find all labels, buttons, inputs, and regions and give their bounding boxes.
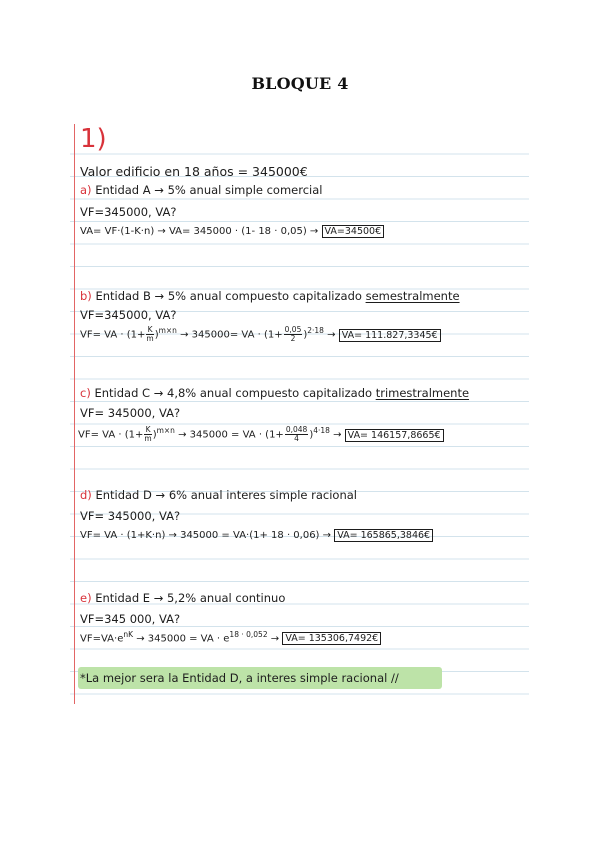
section-b-heading (80, 289, 460, 303)
section-c-exponent-1: m×n (156, 426, 175, 436)
section-b-fraction-1: $\frac{K}{m}$ (146, 325, 154, 343)
section-b-formula-line: VF= VA · (1+ $\frac{K}{m}$ )$^{m\times n}$ → 345000= VA · (1+ $\frac{0,05}{2}$ )$^{2\cdot 18}$ → VA= 111.827,3345€ (80, 326, 441, 343)
problem-number: 1) (80, 124, 107, 154)
section-d-vf: VF= 345000, VA? (80, 509, 181, 523)
section-e-formula-1: VF=VA·e (80, 633, 124, 645)
section-b-exponent-2: 2·18 (307, 326, 324, 336)
section-a-heading (80, 183, 323, 197)
section-c-heading (80, 386, 469, 400)
section-b-fraction-2: $\frac{0,05}{2}$ (284, 325, 302, 343)
section-e-result: VA= 135306,7492€ (282, 632, 381, 645)
section-d-label: d) (80, 488, 92, 502)
section-b-exponent-1: m×n (158, 326, 177, 336)
section-d-desc: Entidad D → 6% anual interes simple racional (95, 488, 357, 502)
conclusion-text: *La mejor sera la Entidad D, a interes simple racional // (80, 671, 399, 685)
section-c-result: VA= 146157,8665€ (345, 429, 444, 442)
section-e-desc: Entidad E → 5,2% anual continuo (95, 591, 286, 605)
section-e-formula-2: → 345000 = VA · e (136, 633, 230, 645)
section-a-desc: Entidad A → 5% anual simple comercial (95, 183, 323, 197)
section-b-desc: Entidad B → 5% anual compuesto capitalizado (95, 289, 362, 303)
section-c-vf: VF= 345000, VA? (80, 406, 181, 420)
margin-line (74, 124, 75, 704)
section-e-exponent-2: 18 · 0,052 (229, 630, 268, 639)
section-e-heading (80, 591, 285, 605)
section-b-label: b) (80, 289, 92, 303)
section-d-formula-line (80, 530, 433, 541)
section-c-desc-underlined: trimestralmente (375, 386, 470, 400)
section-c-desc: Entidad C → 4,8% anual compuesto capitalizado (94, 386, 373, 400)
section-a-result: VA=34500€ (322, 225, 385, 238)
section-c-formula-line: VF= VA · (1+ $\frac{K}{m}$ )$^{m\times n}$ → 345000 = VA · (1+ $\frac{0,048}{4}$ )$^{4\cdot 18}$ → VA= 146157,8665€ (78, 426, 444, 443)
section-a-formula-line (80, 226, 384, 237)
section-a-label: a) (80, 183, 92, 197)
section-c-exponent-2: 4·18 (313, 426, 330, 436)
intro-line: Valor edificio en 18 años = 345000€ (80, 164, 308, 179)
section-e-formula-line: $VF=VA\cdot e^{nK} \to 345000$ = VA · $e^{18 \cdot 0,052} \to VA=$ 135306,7492€ (80, 630, 381, 644)
section-c-fraction-1: $\frac{K}{m}$ (144, 425, 152, 443)
section-b-vf: VF=345000, VA? (80, 308, 177, 322)
section-e-exponent-1: nK (123, 630, 134, 639)
section-b-formula-2: → 345000= VA · (1+ (180, 329, 283, 341)
section-b-result: VA= 111.827,3345€ (339, 329, 441, 342)
section-e-vf: VF=345 000, VA? (80, 612, 181, 626)
section-d-heading (80, 488, 357, 502)
section-c-fraction-2: $\frac{0,048}{4}$ (285, 425, 308, 443)
section-a-vf: VF=345000, VA? (80, 205, 177, 219)
section-c-label: c) (80, 386, 91, 400)
section-d-formula: VF= VA · (1+K·n) → 345000 = VA·(1+ 18 · 0,06) → (80, 530, 332, 541)
section-c-formula-1: VF= VA · (1+ (78, 429, 144, 441)
section-b-formula-1: VF= VA · (1+ (80, 329, 146, 341)
section-e-label: e) (80, 591, 92, 605)
section-c-formula-2: → 345000 = VA · (1+ (178, 429, 284, 441)
section-a-formula: VA= VF·(1-K·n) → VA= 345000 · (1- 18 · 0,05) → (80, 226, 319, 237)
page-title: BLOQUE 4 (251, 74, 349, 93)
section-b-desc-underlined: semestralmente (365, 289, 460, 303)
section-d-result: VA= 165865,3846€ (334, 529, 433, 542)
